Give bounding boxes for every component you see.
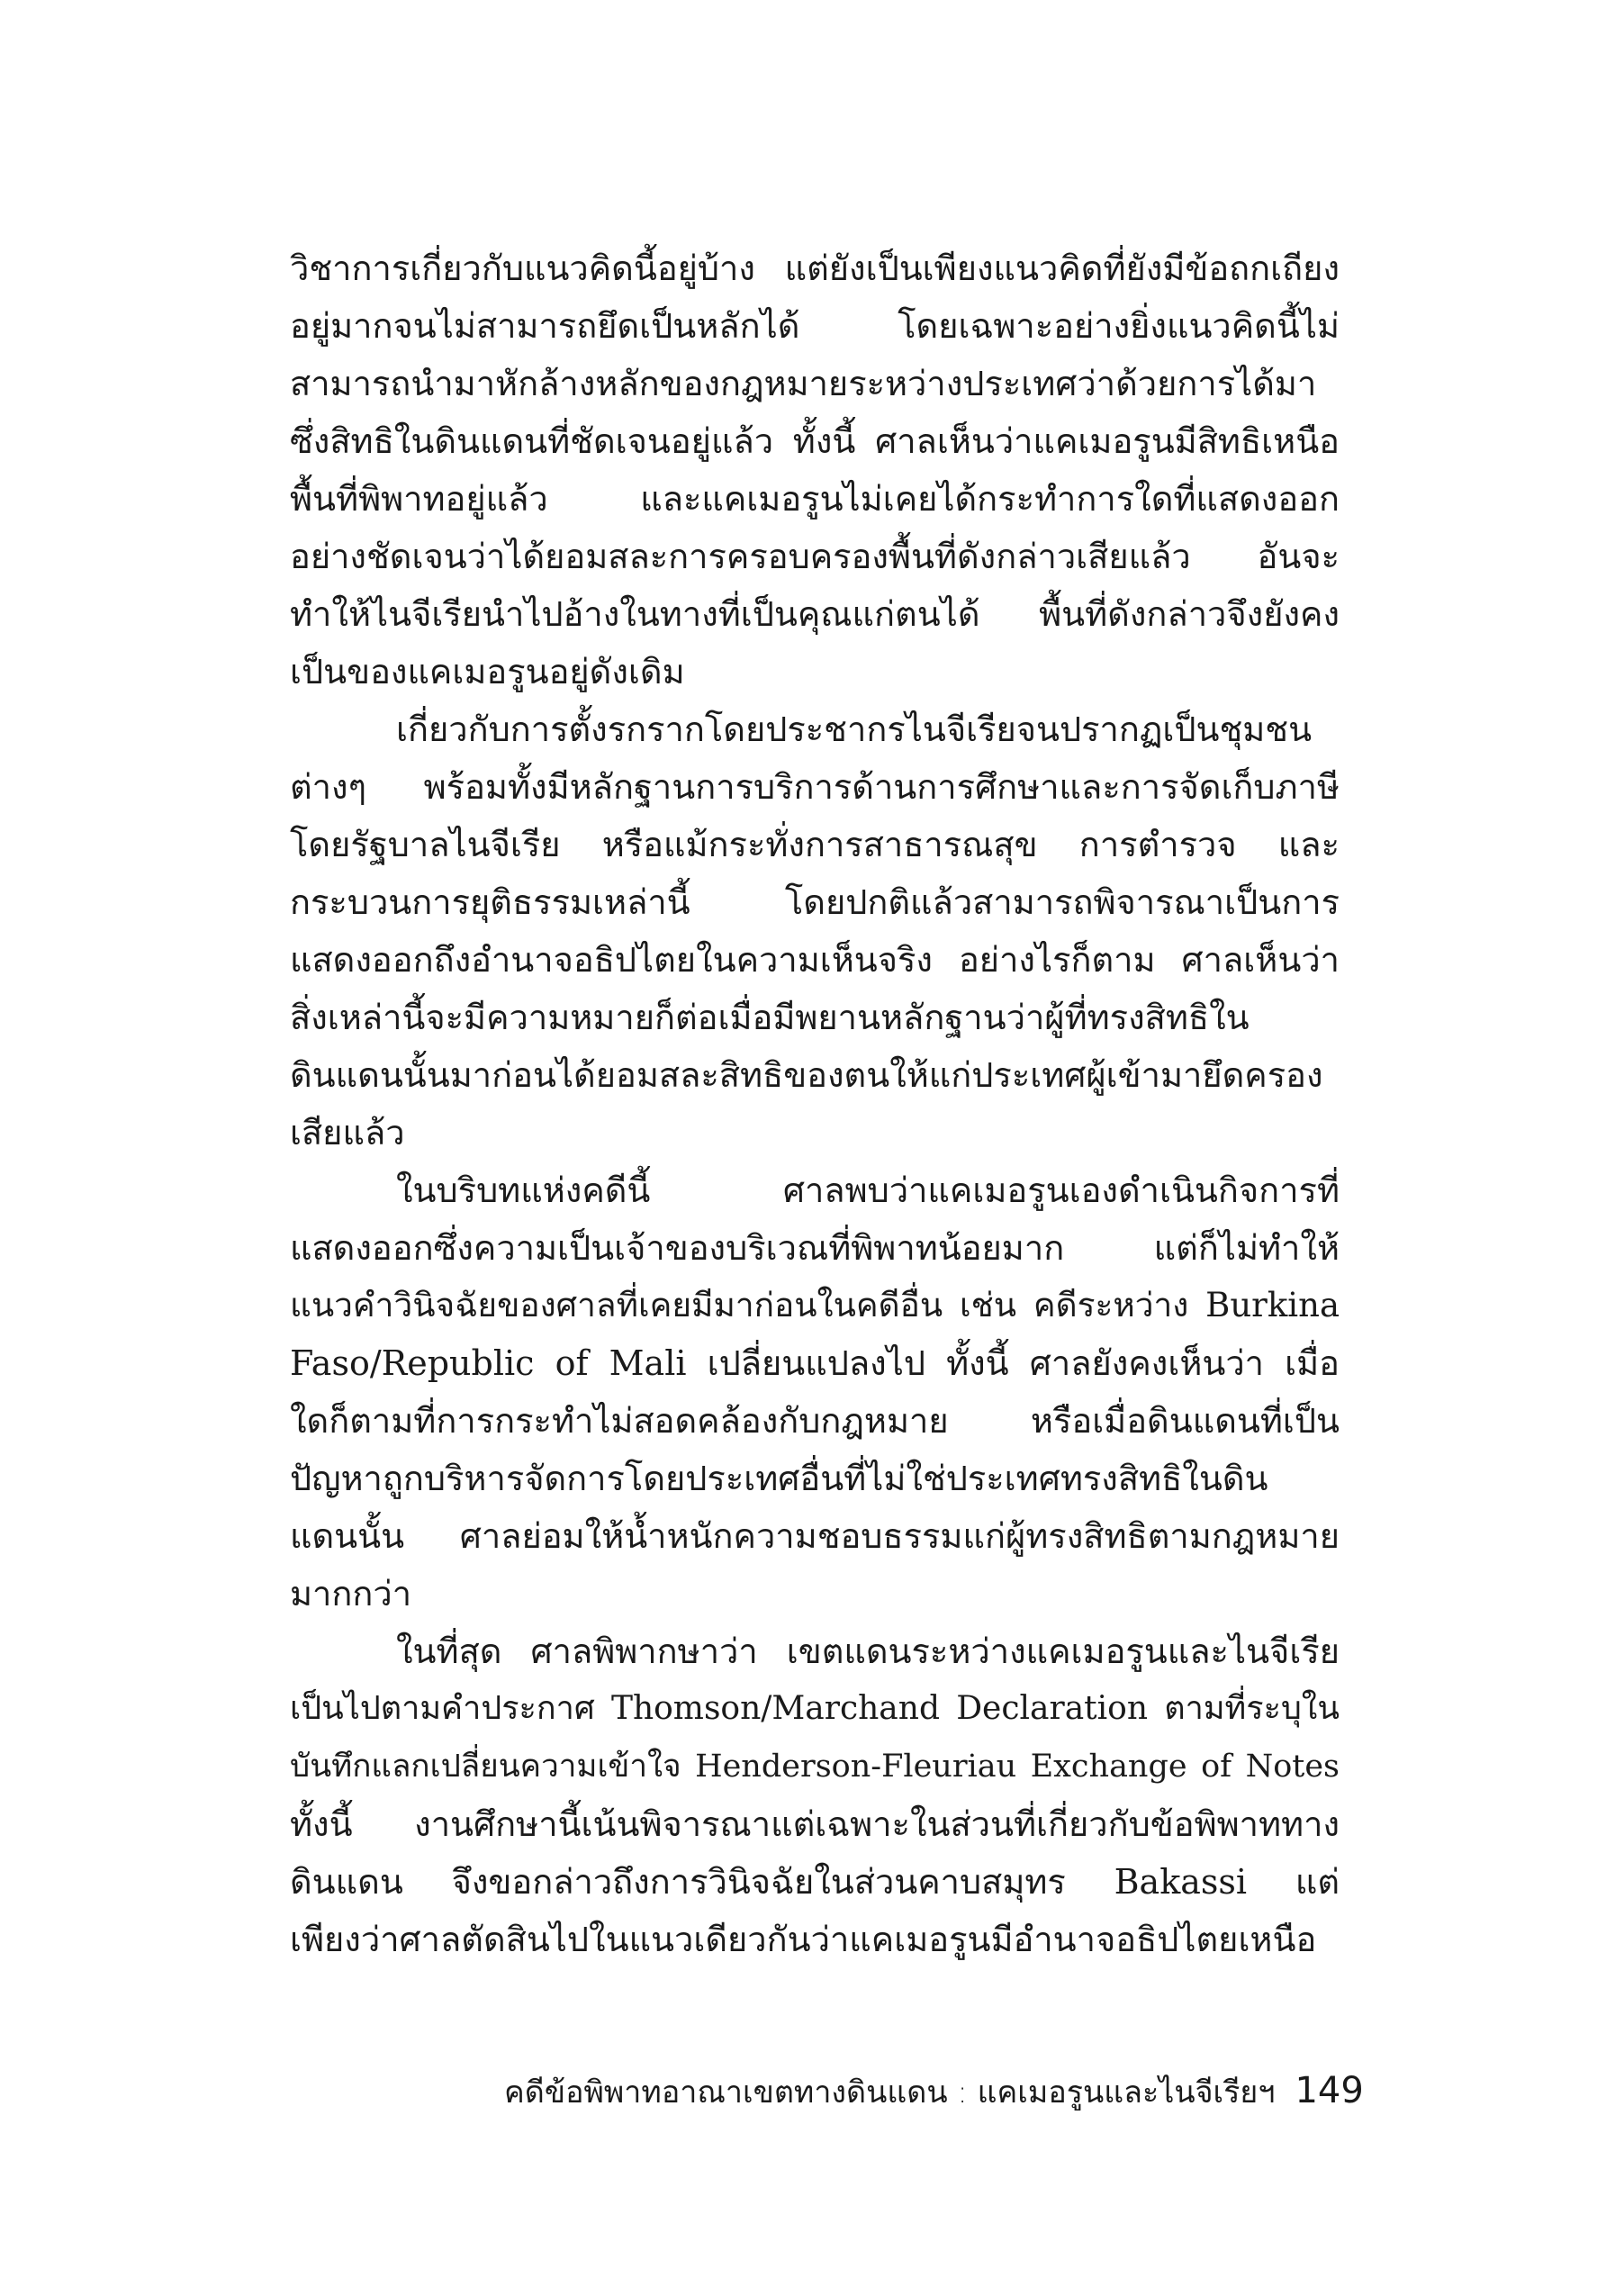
text-line: ทำให้ไนจีเรียนำไปอ้างในทางที่เป็นคุณแก่ตนได้ พื้นที่ดังกล่าวจึงยังคง <box>290 594 1340 634</box>
running-title: คดีข้อพิพาทอาณาเขตทางดินแดน : แคเมอรูนและไนจีเรียฯ <box>504 2075 1276 2111</box>
text-line: ใดก็ตามที่การกระทำไม่สอดคล้องกับกฎหมาย หรือเมื่อดินแดนที่เป็น <box>290 1401 1340 1441</box>
text-line: กระบวนการยุติธรรมเหล่านี้ โดยปกติแล้วสามารถพิจารณาเป็นการ <box>290 882 1340 922</box>
page-footer <box>504 2062 1364 2120</box>
text-line: Faso/Republic of Mali เปลี่ยนแปลงไป ทั้งนี้ ศาลยังคงเห็นว่า เมื่อ <box>290 1343 1340 1383</box>
text-line: โดยรัฐบาลไนจีเรีย หรือแม้กระทั่งการสาธารณสุข การตำรวจ และ <box>290 825 1340 864</box>
text-line: อย่างชัดเจนว่าได้ยอมสละการครอบครองพื้นที่ดังกล่าวเสียแล้ว อันจะ <box>290 537 1340 576</box>
body-text <box>290 240 1340 1968</box>
text-line: ดินแดนนั้นมาก่อนได้ยอมสละสิทธิของตนให้แก่ประเทศผู้เข้ามายึดครอง <box>290 1055 1323 1095</box>
text-line: สิ่งเหล่านี้จะมีความหมายก็ต่อเมื่อมีพยานหลักฐานว่าผู้ที่ทรงสิทธิใน <box>290 998 1250 1037</box>
text-line: ดินแดน จึงขอกล่าวถึงการวินิจฉัยในส่วนคาบสมุทร Bakassi แต่ <box>290 1862 1340 1902</box>
text-line: พื้นที่พิพาทอยู่แล้ว และแคเมอรูนไม่เคยได้กระทำการใดที่แสดงออก <box>290 479 1340 519</box>
text-line: ปัญหาถูกบริหารจัดการโดยประเทศอื่นที่ไม่ใช่ประเทศทรงสิทธิในดิน <box>290 1459 1268 1498</box>
text-line: บันทึกแลกเปลี่ยนความเข้าใจ Henderson-Fleuriau Exchange of Notes <box>290 1749 1340 1785</box>
text-line: เป็นไปตามคำประกาศ Thomson/Marchand Declaration ตามที่ระบุใน <box>290 1690 1340 1727</box>
text-line: แดนนั้น ศาลย่อมให้น้ำหนักความชอบธรรมแก่ผู้ทรงสิทธิตามกฎหมาย <box>290 1516 1340 1556</box>
paragraph-start-line: เกี่ยวกับการตั้งรกรากโดยประชากรไนจีเรียจนปรากฏเป็นชุมชน <box>396 710 1313 749</box>
text-line: เป็นของแคเมอรูนอยู่ดังเดิม <box>290 652 685 692</box>
text-line: เพียงว่าศาลตัดสินไปในแนวเดียวกันว่าแคเมอรูนมีอำนาจอธิปไตยเหนือ <box>290 1920 1317 1959</box>
text-line: ซึ่งสิทธิในดินแดนที่ชัดเจนอยู่แล้ว ทั้งนี้ ศาลเห็นว่าแคเมอรูนมีสิทธิเหนือ <box>290 421 1340 461</box>
paragraph-start-line: ในที่สุด ศาลพิพากษาว่า เขตแดนระหว่างแคเมอรูนและไนจีเรีย <box>396 1632 1340 1671</box>
text-line: วิชาการเกี่ยวกับแนวคิดนี้อยู่บ้าง แต่ยังเป็นเพียงแนวคิดที่ยังมีข้อถกเถียง <box>290 249 1340 288</box>
text-line: สามารถนำมาหักล้างหลักของกฎหมายระหว่างประเทศว่าด้วยการได้มา <box>290 364 1317 403</box>
paragraph-start-line: ในบริบทแห่งคดีนี้ ศาลพบว่าแคเมอรูนเองดำเนินกิจการที่ <box>396 1171 1340 1210</box>
page-number: 149 <box>1295 2070 1364 2111</box>
text-line: แนวคำวินิจฉัยของศาลที่เคยมีมาก่อนในคดีอื่น เช่น คดีระหว่าง Burkina <box>290 1286 1340 1324</box>
text-line: แสดงออกถึงอำนาจอธิปไตยในความเห็นจริง อย่างไรก็ตาม ศาลเห็นว่า <box>290 940 1340 980</box>
text-line: อยู่มากจนไม่สามารถยึดเป็นหลักได้ โดยเฉพาะอย่างยิ่งแนวคิดนี้ไม่ <box>290 306 1340 346</box>
text-line: แสดงออกซึ่งความเป็นเจ้าของบริเวณที่พิพาทน้อยมาก แต่ก็ไม่ทำให้ <box>290 1228 1340 1268</box>
text-line: ทั้งนี้ งานศึกษานี้เน้นพิจารณาแต่เฉพาะในส่วนที่เกี่ยวกับข้อพิพาททาง <box>290 1804 1340 1844</box>
text-line: ต่างๆ พร้อมทั้งมีหลักฐานการบริการด้านการศึกษาและการจัดเก็บภาษี <box>290 767 1340 807</box>
text-line: เสียแล้ว <box>290 1113 405 1153</box>
text-line: มากกว่า <box>290 1574 412 1614</box>
